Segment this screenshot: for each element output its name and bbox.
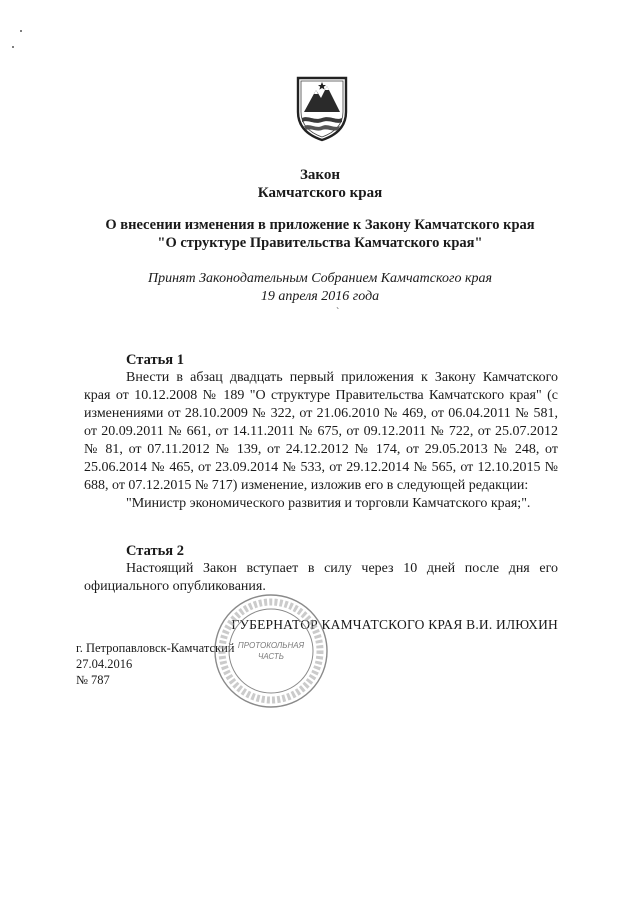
scan-mark: ˋ — [336, 307, 340, 318]
kamchatka-coat-of-arms-icon — [294, 72, 350, 142]
document-region: Камчатского края — [257, 185, 383, 201]
article-2-heading: Статья 2 — [126, 543, 184, 559]
governor-signature: ГУБЕРНАТОР КАМЧАТСКОГО КРАЯ В.И. ИЛЮХИН — [231, 617, 558, 632]
stamp-inner-line-2: ЧАСТЬ — [258, 652, 284, 661]
stamp-inner-line-1: ПРОТОКОЛЬНАЯ — [237, 641, 305, 650]
subject-line-2: "О структуре Правительства Камчатского края" — [157, 235, 483, 251]
article-1 — [84, 351, 558, 513]
signing-date: 27.04.2016 — [76, 657, 133, 671]
adoption-line-2: 19 апреля 2016 года — [260, 289, 380, 304]
article-2 — [84, 542, 558, 596]
scan-speck — [20, 30, 22, 32]
article-1-heading: Статья 1 — [126, 352, 184, 368]
signing-city: г. Петропавловск-Камчатский — [76, 641, 235, 655]
article-2-text: Настоящий Закон вступает в силу через 10 дней после дня его официального опубликования. — [84, 561, 558, 594]
document-type: Закон — [299, 167, 340, 183]
adoption-note — [0, 270, 640, 306]
subject-line-1: О внесении изменения в приложение к Закону Камчатского края — [105, 217, 535, 233]
scan-speck — [12, 46, 14, 48]
law-heading — [0, 166, 640, 202]
article-1-text: Внести в абзац двадцать первый приложения к Закону Камчатского края от 10.12.2008 № 189 "О структуре Правительства Камчатского края" (с изменениями от 28.10.2009 № 322, от 21.06.2010 № 469, от 06.04.2011 № 581, от 20.09.2011 № 661, от 14.11.2011 № 675, от 09.12.2011 № 722, от 25.07.2012 № 81, от 07.11.2012 № 139, от 24.12.2012 № 174, от 29.05.2013 № 248, от 25.06.2014 № 465, от 23.09.2014 № 533, от 29.12.2014 № 565, от 12.10.2015 № 688, от 07.12.2015 № 717) изменение, изложив его в следующей редакции: — [84, 370, 558, 493]
signing-details — [76, 640, 235, 688]
adoption-line-1: Принят Законодательным Собранием Камчатского края — [147, 271, 493, 286]
official-stamp — [212, 592, 330, 710]
law-number: № 787 — [76, 673, 110, 687]
article-1-quote: "Министр экономического развития и торговли Камчатского края;". — [126, 496, 531, 511]
law-subject — [0, 216, 640, 252]
